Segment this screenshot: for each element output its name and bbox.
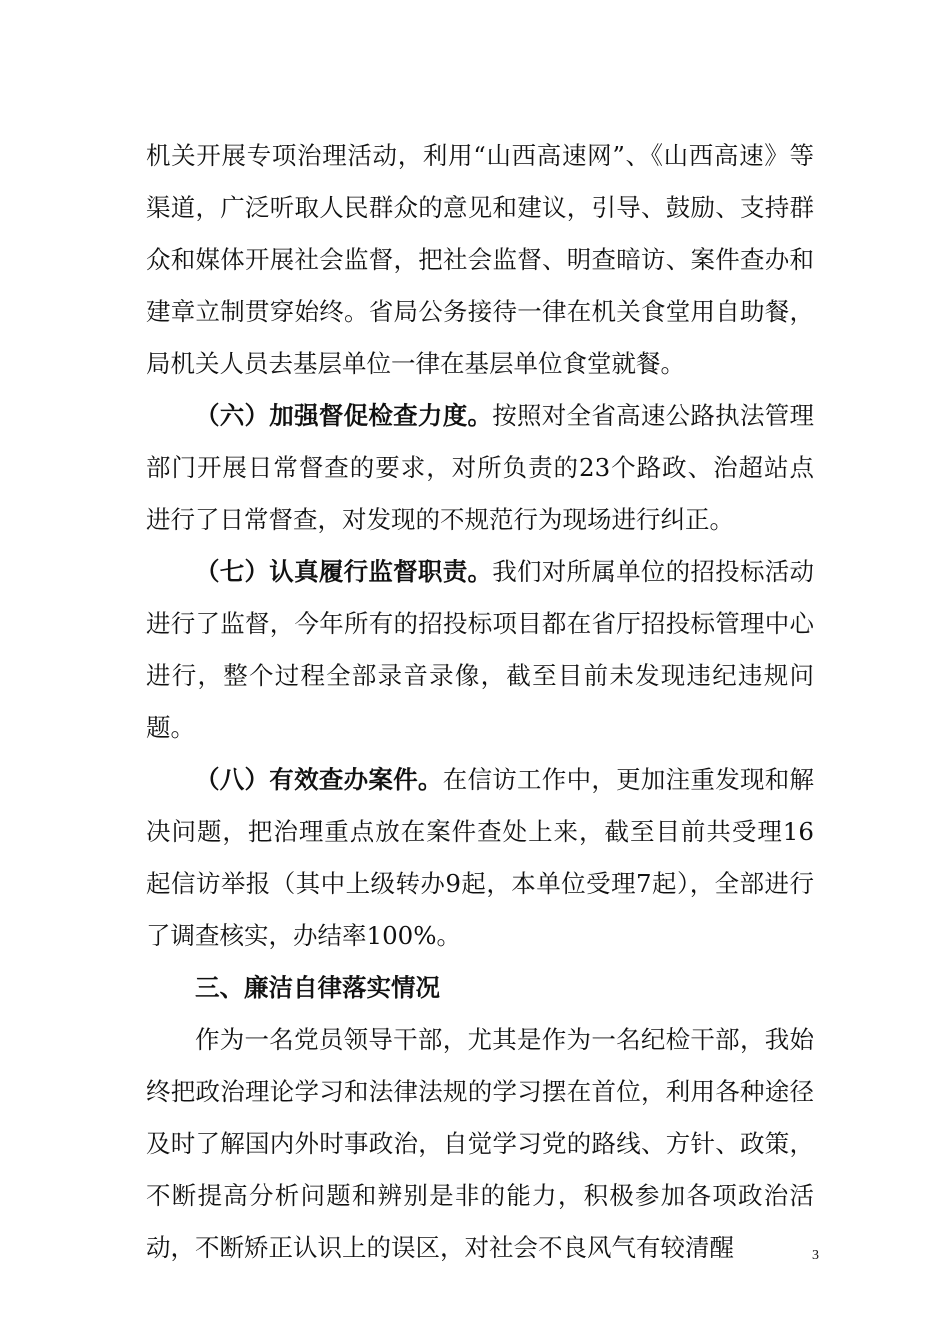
paragraph-seven <box>146 546 814 754</box>
paragraph-six <box>146 390 814 546</box>
paragraph-text: 机关开展专项治理活动，利用“山西高速网”、《山西高速》等渠道，广泛听取人民群众的意见和建议，引导、鼓励、支持群众和媒体开展社会监督，把社会监督、明查暗访、案件查办和建章立制贯穿始终。省局公务接待一律在机关食堂用自助餐，局机关人员去基层单位一律在基层单位食堂就餐。 <box>146 141 814 378</box>
paragraph-heading: （六）加强督促检查力度。 <box>195 401 493 430</box>
paragraph-text: 在信访工作中，更加注重发现和解决问题，把治理重点放在案件查处上来，截至目前共受理16起信访举报（其中上级转办9起，本单位受理7起），全部进行了调查核实，办结率100%。 <box>146 765 815 950</box>
paragraph-text: 作为一名党员领导干部，尤其是作为一名纪检干部，我始终把政治理论学习和法律法规的学习摆在首位，利用各种途径及时了解国内外时事政治，自觉学习党的路线、方针、政策，不断提高分析问题和辨别是非的能力，积极参加各项政治活动，不断矫正认识上的误区，对社会不良风气有较清醒 <box>146 1025 814 1262</box>
paragraph-heading: （八）有效查办案件。 <box>195 765 443 794</box>
paragraph-text: 我们对所属单位的招投标活动进行了监督，今年所有的招投标项目都在省厅招投标管理中心进行，整个过程全部录音录像，截至目前未发现违纪违规问题。 <box>146 557 814 742</box>
section-title: 三、廉洁自律落实情况 <box>195 973 440 1002</box>
paragraph-text: 按照对全省高速公路执法管理部门开展日常督查的要求，对所负责的23个路政、治超站点进行了日常督查，对发现的不规范行为现场进行纠正。 <box>146 401 814 534</box>
paragraph-final <box>146 1014 814 1274</box>
document-body <box>146 130 814 1274</box>
paragraph-continued <box>146 130 814 390</box>
paragraph-heading: （七）认真履行监督职责。 <box>195 557 493 586</box>
page-number: 3 <box>812 1248 819 1263</box>
paragraph-eight <box>146 754 814 962</box>
